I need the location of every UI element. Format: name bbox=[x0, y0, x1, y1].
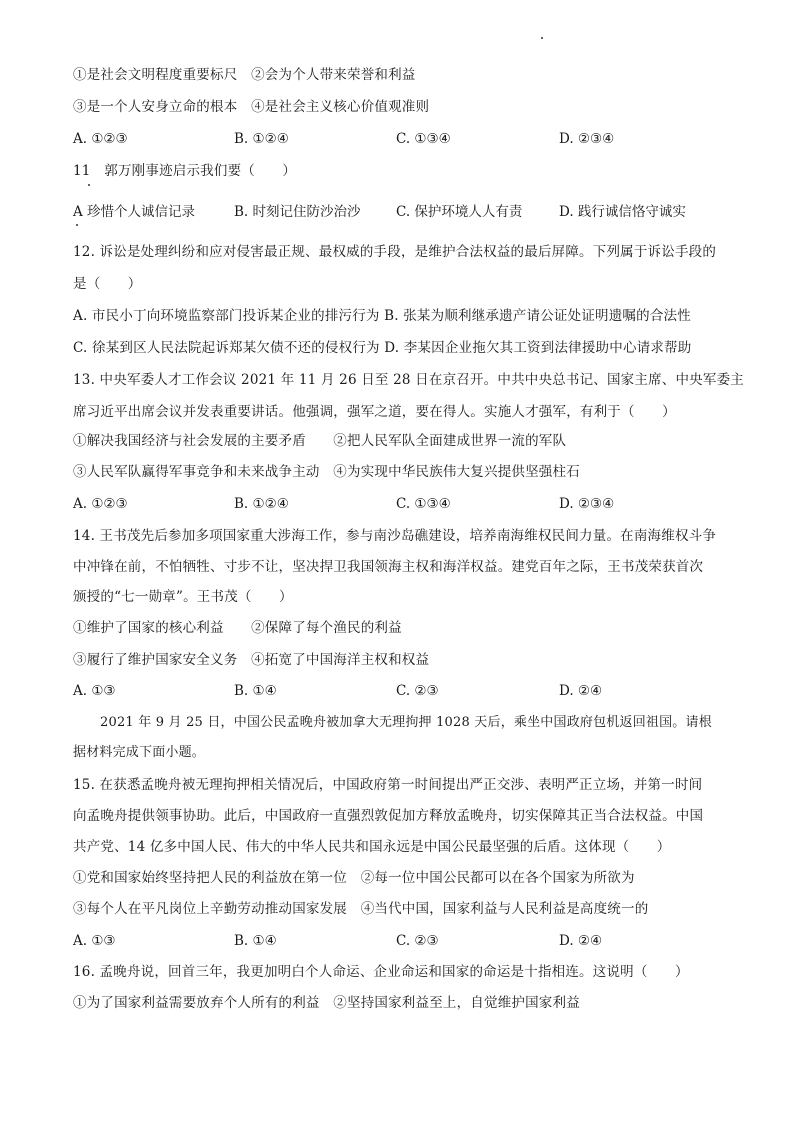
q10-option-b: B. ①②④ bbox=[234, 131, 289, 147]
q15-option-d: D. ②④ bbox=[559, 933, 603, 949]
q13-statements-1: ①解决我国经济与社会发展的主要矛盾 ②把人民军队全面建成世界一流的军队 bbox=[73, 433, 567, 449]
q12-stem-2: 是（ ） bbox=[73, 276, 142, 292]
q14-option-d: D. ②④ bbox=[559, 683, 603, 699]
q15-stem-3: 共产党、14 亿多中国人民、伟大的中华人民共和国永远是中国公民最坚强的后盾。这体现（ ） bbox=[73, 839, 671, 855]
q13-option-b: B. ①②④ bbox=[234, 496, 289, 512]
q16-stem: 16. 孟晚舟说，回首三年，我更加明白个人命运、企业命运和国家的命运是十指相连。这说明（ ） bbox=[73, 964, 689, 980]
q15-option-c: C. ②③ bbox=[396, 933, 439, 949]
q16-statements-1: ①为了国家利益需要放弃个人所有的利益 ②坚持国家利益至上，自觉维护国家利益 bbox=[73, 995, 580, 1011]
q12-options-cd: C. 徐某到区人民法院起诉郑某欠债不还的侵权行为 D. 李某因企业拖欠其工资到法律援助中心请求帮助 bbox=[73, 340, 692, 356]
q10-statements-2: ③是一个人安身立命的根本 ④是社会主义核心价值观准则 bbox=[73, 99, 430, 115]
scan-speck bbox=[88, 184, 90, 186]
scan-speck bbox=[76, 224, 78, 226]
q15-option-b: B. ①④ bbox=[234, 933, 277, 949]
q13-option-a: A. ①②③ bbox=[73, 496, 128, 512]
q15-statements-1: ①党和国家始终坚持把人民的利益放在第一位 ②每一位中国公民都可以在各个国家为所欲为 bbox=[73, 870, 635, 886]
q10-option-d: D. ②③④ bbox=[559, 131, 615, 147]
q15-stem-2: 向孟晚舟提供领事协助。此后，中国政府一直强烈敦促加方释放孟晚舟，切实保障其正当合法权益。中国 bbox=[73, 808, 704, 824]
q10-statements-1: ①是社会文明程度重要标尺 ②会为个人带来荣誉和利益 bbox=[73, 67, 416, 83]
q14-stem-2: 中冲锋在前，不怕牺牲、寸步不让，坚决捍卫我国领海主权和海洋权益。建党百年之际，王书茂荣获首次 bbox=[73, 559, 704, 575]
q11-option-c: C. 保护环境人人有责 bbox=[396, 204, 523, 220]
q13-stem-2: 席习近平出席会议并发表重要讲话。他强调，强军之道，要在得人。实施人才强军，有利于（ ） bbox=[73, 404, 676, 420]
q13-stem-1: 13. 中央军委人才工作会议 2021 年 11 月 26 日至 28 日在京召开。中共中央总书记、国家主席、中央军委主 bbox=[73, 372, 744, 388]
q10-option-a: A. ①②③ bbox=[73, 131, 128, 147]
q11-option-d: D. 践行诚信恪守诚实 bbox=[559, 204, 686, 220]
q12-options-ab: A. 市民小丁向环境监察部门投诉某企业的排污行为 B. 张某为顺利继承遗产请公证处证明遗嘱的合法性 bbox=[73, 308, 691, 324]
q13-option-c: C. ①③④ bbox=[396, 496, 451, 512]
q14-option-b: B. ①④ bbox=[234, 683, 277, 699]
q14-stem-1: 14. 王书茂先后参加多项国家重大涉海工作，参与南沙岛礁建设，培养南海维权民间力量。在南海维权斗争 bbox=[73, 528, 717, 544]
q14-option-a: A. ①③ bbox=[73, 683, 116, 699]
q15-statements-2: ③每个人在平凡岗位上辛勤劳动推动国家发展 ④当代中国，国家利益与人民利益是高度统一的 bbox=[73, 901, 649, 917]
q11-option-b: B. 时刻记住防沙治沙 bbox=[234, 204, 361, 220]
q15-option-a: A. ①③ bbox=[73, 933, 116, 949]
q11-stem: 11 郭万刚事迹启示我们要（ ） bbox=[73, 163, 297, 179]
q11-option-a: A 珍惜个人诚信记录 bbox=[73, 204, 196, 220]
q14-option-c: C. ②③ bbox=[396, 683, 439, 699]
q15-stem-1: 15. 在获悉孟晚舟被无理拘押相关情况后，中国政府第一时间提出严正交涉、表明严正立场，并第一时间 bbox=[73, 777, 703, 793]
q13-statements-2: ③人民军队赢得军事竞争和未来战争主动 ④为实现中华民族伟大复兴提供坚强柱石 bbox=[73, 464, 580, 480]
q10-option-c: C. ①③④ bbox=[396, 131, 451, 147]
q13-option-d: D. ②③④ bbox=[559, 496, 615, 512]
material-paragraph-1: 2021 年 9 月 25 日，中国公民孟晚舟被加拿大无理拘押 1028 天后，乘坐中国政府包机返回祖国。请根 bbox=[100, 715, 712, 730]
q14-stem-3: 颁授的“七一勋章”。王书茂（ ） bbox=[73, 589, 293, 605]
q14-statements-2: ③履行了维护国家安全义务 ④拓宽了中国海洋主权和权益 bbox=[73, 652, 430, 668]
q12-stem-1: 12. 诉讼是处理纠纷和应对侵害最正规、最权威的手段，是维护合法权益的最后屏障。下列属于诉讼手段的 bbox=[73, 244, 717, 260]
scan-speck bbox=[541, 37, 543, 39]
q14-statements-1: ①维护了国家的核心利益 ②保障了每个渔民的利益 bbox=[73, 620, 402, 636]
material-paragraph-2: 据材料完成下面小题。 bbox=[73, 745, 206, 760]
